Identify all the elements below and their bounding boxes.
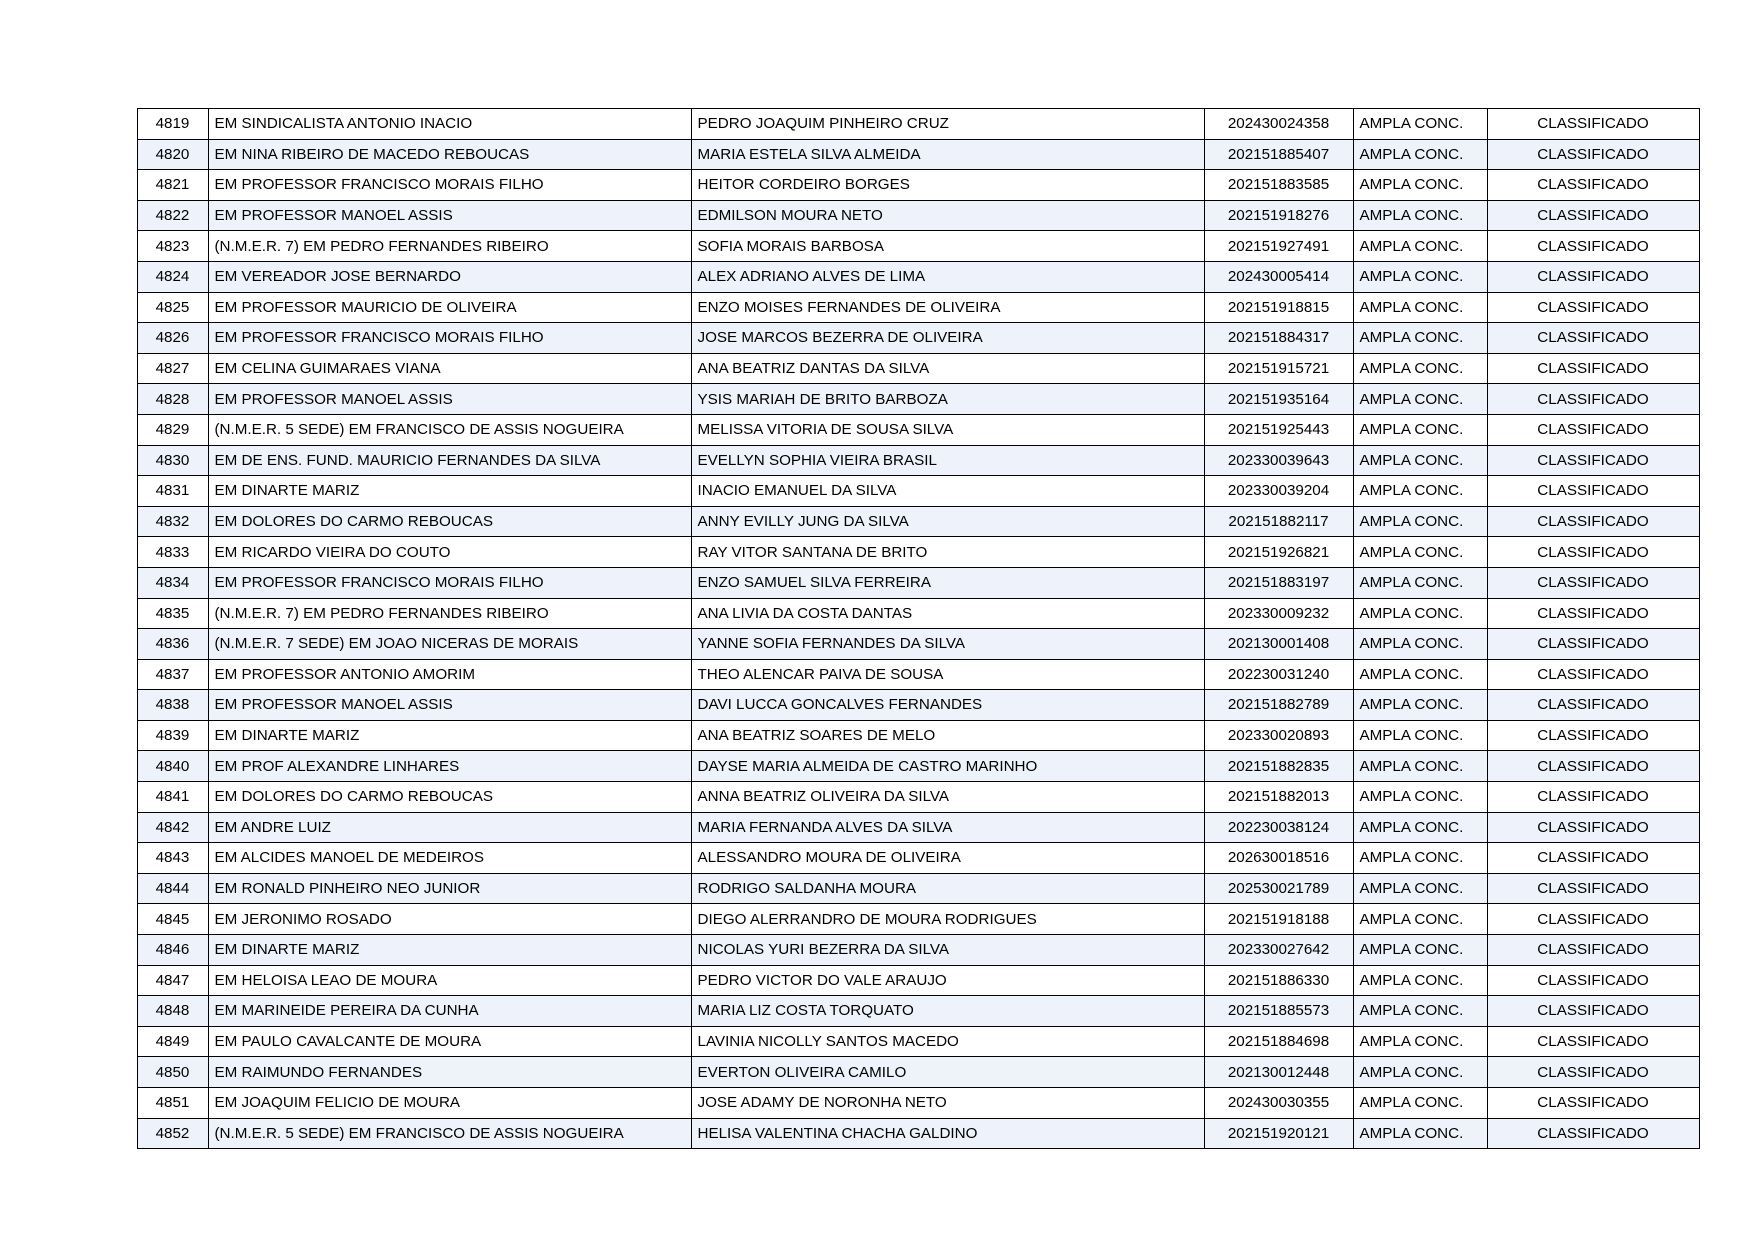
cell-sequence: 4849 bbox=[137, 1026, 208, 1057]
cell-category: AMPLA CONC. bbox=[1353, 873, 1487, 904]
cell-candidate-name: NICOLAS YURI BEZERRA DA SILVA bbox=[691, 935, 1204, 966]
cell-school: EM CELINA GUIMARAES VIANA bbox=[208, 353, 691, 384]
cell-sequence: 4825 bbox=[137, 292, 208, 323]
cell-category: AMPLA CONC. bbox=[1353, 1026, 1487, 1057]
cell-candidate-name: SOFIA MORAIS BARBOSA bbox=[691, 231, 1204, 262]
cell-school: EM PROFESSOR FRANCISCO MORAIS FILHO bbox=[208, 567, 691, 598]
cell-candidate-name: ANA BEATRIZ SOARES DE MELO bbox=[691, 720, 1204, 751]
cell-sequence: 4834 bbox=[137, 567, 208, 598]
cell-sequence: 4819 bbox=[137, 109, 208, 140]
cell-category: AMPLA CONC. bbox=[1353, 843, 1487, 874]
cell-school: (N.M.E.R. 7) EM PEDRO FERNANDES RIBEIRO bbox=[208, 598, 691, 629]
cell-status: CLASSIFICADO bbox=[1487, 751, 1699, 782]
cell-registration-number: 202151885407 bbox=[1204, 139, 1353, 170]
cell-status: CLASSIFICADO bbox=[1487, 292, 1699, 323]
cell-registration-number: 202230038124 bbox=[1204, 812, 1353, 843]
cell-sequence: 4833 bbox=[137, 537, 208, 568]
cell-category: AMPLA CONC. bbox=[1353, 200, 1487, 231]
cell-registration-number: 202151925443 bbox=[1204, 414, 1353, 445]
cell-candidate-name: RODRIGO SALDANHA MOURA bbox=[691, 873, 1204, 904]
cell-candidate-name: HEITOR CORDEIRO BORGES bbox=[691, 170, 1204, 201]
table-row bbox=[137, 231, 1699, 262]
cell-category: AMPLA CONC. bbox=[1353, 782, 1487, 813]
cell-school: EM DE ENS. FUND. MAURICIO FERNANDES DA SILVA bbox=[208, 445, 691, 476]
cell-status: CLASSIFICADO bbox=[1487, 506, 1699, 537]
results-table bbox=[137, 108, 1700, 1149]
cell-candidate-name: MELISSA VITORIA DE SOUSA SILVA bbox=[691, 414, 1204, 445]
table-row bbox=[137, 1118, 1699, 1149]
cell-school: EM MARINEIDE PEREIRA DA CUNHA bbox=[208, 996, 691, 1027]
table-row bbox=[137, 935, 1699, 966]
cell-school: EM PROFESSOR ANTONIO AMORIM bbox=[208, 659, 691, 690]
cell-school: EM JOAQUIM FELICIO DE MOURA bbox=[208, 1088, 691, 1119]
cell-status: CLASSIFICADO bbox=[1487, 690, 1699, 721]
table-row bbox=[137, 384, 1699, 415]
cell-sequence: 4829 bbox=[137, 414, 208, 445]
table-row bbox=[137, 843, 1699, 874]
cell-status: CLASSIFICADO bbox=[1487, 598, 1699, 629]
cell-school: EM RICARDO VIEIRA DO COUTO bbox=[208, 537, 691, 568]
cell-category: AMPLA CONC. bbox=[1353, 323, 1487, 354]
cell-status: CLASSIFICADO bbox=[1487, 996, 1699, 1027]
cell-status: CLASSIFICADO bbox=[1487, 200, 1699, 231]
cell-sequence: 4831 bbox=[137, 476, 208, 507]
cell-candidate-name: LAVINIA NICOLLY SANTOS MACEDO bbox=[691, 1026, 1204, 1057]
cell-sequence: 4844 bbox=[137, 873, 208, 904]
cell-status: CLASSIFICADO bbox=[1487, 1057, 1699, 1088]
cell-registration-number: 202151886330 bbox=[1204, 965, 1353, 996]
cell-sequence: 4838 bbox=[137, 690, 208, 721]
cell-sequence: 4830 bbox=[137, 445, 208, 476]
cell-category: AMPLA CONC. bbox=[1353, 1088, 1487, 1119]
cell-registration-number: 202330039204 bbox=[1204, 476, 1353, 507]
table-row bbox=[137, 353, 1699, 384]
cell-school: EM PROFESSOR FRANCISCO MORAIS FILHO bbox=[208, 323, 691, 354]
cell-candidate-name: DAYSE MARIA ALMEIDA DE CASTRO MARINHO bbox=[691, 751, 1204, 782]
cell-status: CLASSIFICADO bbox=[1487, 261, 1699, 292]
cell-sequence: 4846 bbox=[137, 935, 208, 966]
table-row bbox=[137, 292, 1699, 323]
cell-status: CLASSIFICADO bbox=[1487, 323, 1699, 354]
cell-registration-number: 202530021789 bbox=[1204, 873, 1353, 904]
cell-status: CLASSIFICADO bbox=[1487, 109, 1699, 140]
cell-sequence: 4821 bbox=[137, 170, 208, 201]
cell-school: EM PROFESSOR MANOEL ASSIS bbox=[208, 384, 691, 415]
cell-candidate-name: JOSE MARCOS BEZERRA DE OLIVEIRA bbox=[691, 323, 1204, 354]
cell-status: CLASSIFICADO bbox=[1487, 782, 1699, 813]
cell-school: EM DINARTE MARIZ bbox=[208, 935, 691, 966]
cell-candidate-name: ANNY EVILLY JUNG DA SILVA bbox=[691, 506, 1204, 537]
cell-category: AMPLA CONC. bbox=[1353, 292, 1487, 323]
cell-school: (N.M.E.R. 5 SEDE) EM FRANCISCO DE ASSIS NOGUEIRA bbox=[208, 1118, 691, 1149]
cell-category: AMPLA CONC. bbox=[1353, 996, 1487, 1027]
cell-status: CLASSIFICADO bbox=[1487, 1026, 1699, 1057]
cell-status: CLASSIFICADO bbox=[1487, 353, 1699, 384]
cell-category: AMPLA CONC. bbox=[1353, 537, 1487, 568]
cell-school: (N.M.E.R. 7) EM PEDRO FERNANDES RIBEIRO bbox=[208, 231, 691, 262]
cell-sequence: 4842 bbox=[137, 812, 208, 843]
cell-candidate-name: PEDRO JOAQUIM PINHEIRO CRUZ bbox=[691, 109, 1204, 140]
cell-candidate-name: DAVI LUCCA GONCALVES FERNANDES bbox=[691, 690, 1204, 721]
table-row bbox=[137, 139, 1699, 170]
cell-school: EM PROFESSOR MANOEL ASSIS bbox=[208, 690, 691, 721]
cell-candidate-name: INACIO EMANUEL DA SILVA bbox=[691, 476, 1204, 507]
cell-status: CLASSIFICADO bbox=[1487, 567, 1699, 598]
cell-registration-number: 202151882835 bbox=[1204, 751, 1353, 782]
table-row bbox=[137, 659, 1699, 690]
cell-status: CLASSIFICADO bbox=[1487, 537, 1699, 568]
cell-registration-number: 202430030355 bbox=[1204, 1088, 1353, 1119]
cell-status: CLASSIFICADO bbox=[1487, 812, 1699, 843]
cell-school: EM HELOISA LEAO DE MOURA bbox=[208, 965, 691, 996]
table-row bbox=[137, 445, 1699, 476]
table-row bbox=[137, 598, 1699, 629]
cell-sequence: 4820 bbox=[137, 139, 208, 170]
cell-candidate-name: RAY VITOR SANTANA DE BRITO bbox=[691, 537, 1204, 568]
table-row bbox=[137, 476, 1699, 507]
cell-category: AMPLA CONC. bbox=[1353, 904, 1487, 935]
cell-registration-number: 202151927491 bbox=[1204, 231, 1353, 262]
cell-school: EM VEREADOR JOSE BERNARDO bbox=[208, 261, 691, 292]
cell-category: AMPLA CONC. bbox=[1353, 935, 1487, 966]
table-row bbox=[137, 414, 1699, 445]
cell-registration-number: 202151882789 bbox=[1204, 690, 1353, 721]
cell-candidate-name: HELISA VALENTINA CHACHA GALDINO bbox=[691, 1118, 1204, 1149]
table-row bbox=[137, 996, 1699, 1027]
table-row bbox=[137, 1088, 1699, 1119]
cell-category: AMPLA CONC. bbox=[1353, 690, 1487, 721]
table-row bbox=[137, 873, 1699, 904]
cell-category: AMPLA CONC. bbox=[1353, 139, 1487, 170]
cell-school: EM DINARTE MARIZ bbox=[208, 720, 691, 751]
cell-sequence: 4847 bbox=[137, 965, 208, 996]
cell-candidate-name: ANA LIVIA DA COSTA DANTAS bbox=[691, 598, 1204, 629]
table-row bbox=[137, 537, 1699, 568]
cell-status: CLASSIFICADO bbox=[1487, 170, 1699, 201]
cell-school: EM RONALD PINHEIRO NEO JUNIOR bbox=[208, 873, 691, 904]
cell-registration-number: 202330027642 bbox=[1204, 935, 1353, 966]
cell-registration-number: 202630018516 bbox=[1204, 843, 1353, 874]
cell-registration-number: 202151884698 bbox=[1204, 1026, 1353, 1057]
cell-sequence: 4843 bbox=[137, 843, 208, 874]
cell-status: CLASSIFICADO bbox=[1487, 476, 1699, 507]
table-row bbox=[137, 812, 1699, 843]
cell-school: EM ALCIDES MANOEL DE MEDEIROS bbox=[208, 843, 691, 874]
cell-school: EM PROFESSOR FRANCISCO MORAIS FILHO bbox=[208, 170, 691, 201]
table-row bbox=[137, 261, 1699, 292]
cell-category: AMPLA CONC. bbox=[1353, 1118, 1487, 1149]
cell-registration-number: 202230031240 bbox=[1204, 659, 1353, 690]
cell-status: CLASSIFICADO bbox=[1487, 384, 1699, 415]
cell-category: AMPLA CONC. bbox=[1353, 629, 1487, 660]
table-row bbox=[137, 170, 1699, 201]
cell-sequence: 4837 bbox=[137, 659, 208, 690]
cell-candidate-name: EDMILSON MOURA NETO bbox=[691, 200, 1204, 231]
cell-status: CLASSIFICADO bbox=[1487, 445, 1699, 476]
cell-status: CLASSIFICADO bbox=[1487, 720, 1699, 751]
cell-category: AMPLA CONC. bbox=[1353, 812, 1487, 843]
cell-status: CLASSIFICADO bbox=[1487, 1118, 1699, 1149]
cell-registration-number: 202130001408 bbox=[1204, 629, 1353, 660]
cell-sequence: 4828 bbox=[137, 384, 208, 415]
cell-candidate-name: ENZO SAMUEL SILVA FERREIRA bbox=[691, 567, 1204, 598]
cell-sequence: 4840 bbox=[137, 751, 208, 782]
cell-status: CLASSIFICADO bbox=[1487, 935, 1699, 966]
cell-category: AMPLA CONC. bbox=[1353, 567, 1487, 598]
cell-category: AMPLA CONC. bbox=[1353, 445, 1487, 476]
cell-category: AMPLA CONC. bbox=[1353, 414, 1487, 445]
cell-candidate-name: THEO ALENCAR PAIVA DE SOUSA bbox=[691, 659, 1204, 690]
cell-sequence: 4848 bbox=[137, 996, 208, 1027]
cell-registration-number: 202151918815 bbox=[1204, 292, 1353, 323]
cell-category: AMPLA CONC. bbox=[1353, 476, 1487, 507]
cell-status: CLASSIFICADO bbox=[1487, 965, 1699, 996]
cell-category: AMPLA CONC. bbox=[1353, 170, 1487, 201]
table-row bbox=[137, 629, 1699, 660]
cell-candidate-name: MARIA LIZ COSTA TORQUATO bbox=[691, 996, 1204, 1027]
cell-school: EM PROF ALEXANDRE LINHARES bbox=[208, 751, 691, 782]
cell-candidate-name: ALESSANDRO MOURA DE OLIVEIRA bbox=[691, 843, 1204, 874]
cell-category: AMPLA CONC. bbox=[1353, 506, 1487, 537]
cell-candidate-name: EVERTON OLIVEIRA CAMILO bbox=[691, 1057, 1204, 1088]
cell-registration-number: 202330039643 bbox=[1204, 445, 1353, 476]
cell-status: CLASSIFICADO bbox=[1487, 139, 1699, 170]
table-row bbox=[137, 1057, 1699, 1088]
cell-candidate-name: YSIS MARIAH DE BRITO BARBOZA bbox=[691, 384, 1204, 415]
cell-candidate-name: ENZO MOISES FERNANDES DE OLIVEIRA bbox=[691, 292, 1204, 323]
cell-sequence: 4836 bbox=[137, 629, 208, 660]
cell-school: EM DOLORES DO CARMO REBOUCAS bbox=[208, 506, 691, 537]
table-row bbox=[137, 506, 1699, 537]
cell-status: CLASSIFICADO bbox=[1487, 629, 1699, 660]
table-row bbox=[137, 323, 1699, 354]
cell-school: EM ANDRE LUIZ bbox=[208, 812, 691, 843]
cell-registration-number: 202151883197 bbox=[1204, 567, 1353, 598]
cell-category: AMPLA CONC. bbox=[1353, 384, 1487, 415]
cell-sequence: 4841 bbox=[137, 782, 208, 813]
cell-category: AMPLA CONC. bbox=[1353, 231, 1487, 262]
cell-category: AMPLA CONC. bbox=[1353, 965, 1487, 996]
cell-registration-number: 202151918276 bbox=[1204, 200, 1353, 231]
cell-registration-number: 202151885573 bbox=[1204, 996, 1353, 1027]
cell-candidate-name: DIEGO ALERRANDRO DE MOURA RODRIGUES bbox=[691, 904, 1204, 935]
cell-registration-number: 202151882013 bbox=[1204, 782, 1353, 813]
cell-candidate-name: ALEX ADRIANO ALVES DE LIMA bbox=[691, 261, 1204, 292]
cell-candidate-name: JOSE ADAMY DE NORONHA NETO bbox=[691, 1088, 1204, 1119]
cell-category: AMPLA CONC. bbox=[1353, 751, 1487, 782]
cell-category: AMPLA CONC. bbox=[1353, 261, 1487, 292]
cell-school: EM SINDICALISTA ANTONIO INACIO bbox=[208, 109, 691, 140]
table-row bbox=[137, 1026, 1699, 1057]
cell-sequence: 4823 bbox=[137, 231, 208, 262]
cell-candidate-name: ANA BEATRIZ DANTAS DA SILVA bbox=[691, 353, 1204, 384]
cell-registration-number: 202330020893 bbox=[1204, 720, 1353, 751]
table-row bbox=[137, 690, 1699, 721]
table-row bbox=[137, 782, 1699, 813]
cell-school: EM RAIMUNDO FERNANDES bbox=[208, 1057, 691, 1088]
cell-registration-number: 202151935164 bbox=[1204, 384, 1353, 415]
cell-school: (N.M.E.R. 5 SEDE) EM FRANCISCO DE ASSIS NOGUEIRA bbox=[208, 414, 691, 445]
cell-registration-number: 202151884317 bbox=[1204, 323, 1353, 354]
cell-registration-number: 202430005414 bbox=[1204, 261, 1353, 292]
cell-sequence: 4852 bbox=[137, 1118, 208, 1149]
cell-school: EM DINARTE MARIZ bbox=[208, 476, 691, 507]
cell-category: AMPLA CONC. bbox=[1353, 659, 1487, 690]
table-row bbox=[137, 200, 1699, 231]
cell-candidate-name: MARIA FERNANDA ALVES DA SILVA bbox=[691, 812, 1204, 843]
cell-status: CLASSIFICADO bbox=[1487, 231, 1699, 262]
results-table-container bbox=[137, 108, 1649, 1149]
cell-registration-number: 202130012448 bbox=[1204, 1057, 1353, 1088]
cell-category: AMPLA CONC. bbox=[1353, 109, 1487, 140]
table-row bbox=[137, 965, 1699, 996]
cell-registration-number: 202430024358 bbox=[1204, 109, 1353, 140]
table-row bbox=[137, 904, 1699, 935]
cell-school: EM NINA RIBEIRO DE MACEDO REBOUCAS bbox=[208, 139, 691, 170]
cell-category: AMPLA CONC. bbox=[1353, 598, 1487, 629]
cell-registration-number: 202330009232 bbox=[1204, 598, 1353, 629]
cell-registration-number: 202151918188 bbox=[1204, 904, 1353, 935]
cell-registration-number: 202151883585 bbox=[1204, 170, 1353, 201]
cell-school: EM JERONIMO ROSADO bbox=[208, 904, 691, 935]
cell-candidate-name: YANNE SOFIA FERNANDES DA SILVA bbox=[691, 629, 1204, 660]
cell-sequence: 4851 bbox=[137, 1088, 208, 1119]
results-table-body bbox=[137, 109, 1699, 1149]
cell-sequence: 4827 bbox=[137, 353, 208, 384]
table-row bbox=[137, 567, 1699, 598]
cell-sequence: 4845 bbox=[137, 904, 208, 935]
table-row bbox=[137, 751, 1699, 782]
cell-sequence: 4822 bbox=[137, 200, 208, 231]
table-row bbox=[137, 720, 1699, 751]
cell-status: CLASSIFICADO bbox=[1487, 843, 1699, 874]
cell-sequence: 4824 bbox=[137, 261, 208, 292]
cell-school: EM PROFESSOR MANOEL ASSIS bbox=[208, 200, 691, 231]
cell-candidate-name: ANNA BEATRIZ OLIVEIRA DA SILVA bbox=[691, 782, 1204, 813]
cell-sequence: 4850 bbox=[137, 1057, 208, 1088]
cell-sequence: 4832 bbox=[137, 506, 208, 537]
cell-candidate-name: MARIA ESTELA SILVA ALMEIDA bbox=[691, 139, 1204, 170]
cell-school: EM PROFESSOR MAURICIO DE OLIVEIRA bbox=[208, 292, 691, 323]
cell-sequence: 4839 bbox=[137, 720, 208, 751]
cell-school: EM DOLORES DO CARMO REBOUCAS bbox=[208, 782, 691, 813]
cell-status: CLASSIFICADO bbox=[1487, 904, 1699, 935]
cell-registration-number: 202151915721 bbox=[1204, 353, 1353, 384]
table-row bbox=[137, 109, 1699, 140]
cell-category: AMPLA CONC. bbox=[1353, 1057, 1487, 1088]
cell-sequence: 4835 bbox=[137, 598, 208, 629]
cell-registration-number: 202151920121 bbox=[1204, 1118, 1353, 1149]
cell-registration-number: 202151926821 bbox=[1204, 537, 1353, 568]
cell-status: CLASSIFICADO bbox=[1487, 659, 1699, 690]
cell-school: (N.M.E.R. 7 SEDE) EM JOAO NICERAS DE MORAIS bbox=[208, 629, 691, 660]
cell-sequence: 4826 bbox=[137, 323, 208, 354]
cell-status: CLASSIFICADO bbox=[1487, 873, 1699, 904]
cell-school: EM PAULO CAVALCANTE DE MOURA bbox=[208, 1026, 691, 1057]
cell-candidate-name: PEDRO VICTOR DO VALE ARAUJO bbox=[691, 965, 1204, 996]
cell-candidate-name: EVELLYN SOPHIA VIEIRA BRASIL bbox=[691, 445, 1204, 476]
cell-category: AMPLA CONC. bbox=[1353, 353, 1487, 384]
cell-registration-number: 202151882117 bbox=[1204, 506, 1353, 537]
cell-category: AMPLA CONC. bbox=[1353, 720, 1487, 751]
cell-status: CLASSIFICADO bbox=[1487, 1088, 1699, 1119]
cell-status: CLASSIFICADO bbox=[1487, 414, 1699, 445]
